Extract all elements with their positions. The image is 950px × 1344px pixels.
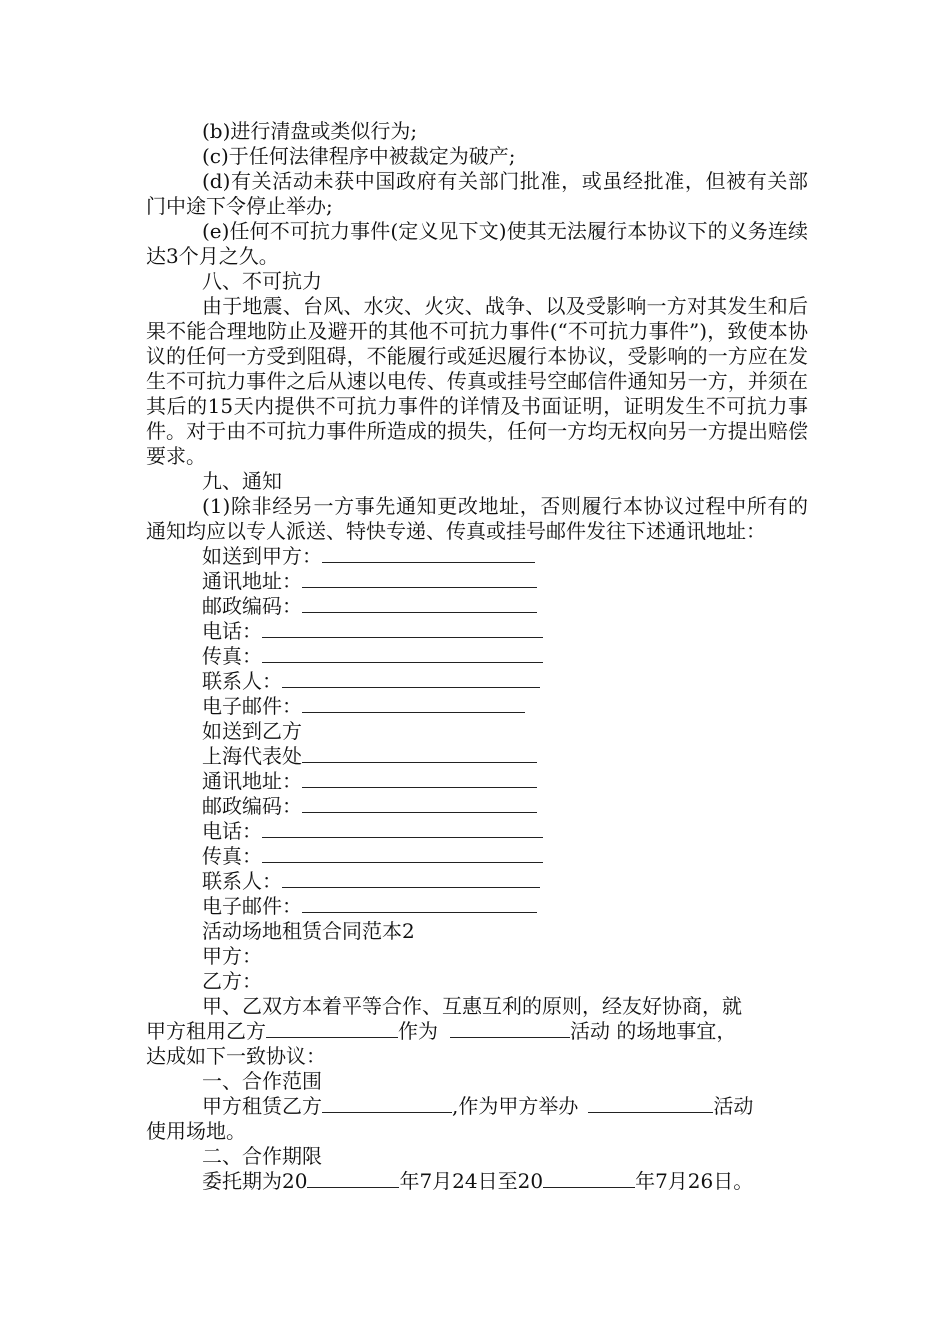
party-b-contact-field: 联系人： xyxy=(146,869,808,894)
heading-scope: 一、合作范围 xyxy=(202,1069,322,1093)
scope-line-1: 甲方租赁乙方 ,作为甲方举办 活动 xyxy=(202,1094,754,1118)
party-a-email-field: 电子邮件： xyxy=(146,694,808,719)
party-a-to-field: 如送到甲方： xyxy=(146,544,808,569)
party-a-fax-field: 传真： xyxy=(146,644,808,669)
party-b-label: 乙方： xyxy=(202,969,262,993)
party-a-contact-field: 联系人： xyxy=(146,669,808,694)
notice-paragraph: (1)除非经另一方事先通知更改地址，否则履行本协议过程中所有的通知均应以专人派送、特快专递、传真或挂号邮件发往下述通讯地址： xyxy=(146,494,808,543)
party-a-label: 甲方： xyxy=(202,944,262,968)
intro-line-1: 甲、乙双方本着平等合作、互惠互利的原则，经友好协商，就 xyxy=(202,994,742,1018)
party-b-address-field: 通讯地址： xyxy=(146,769,808,794)
party-a-phone-field: 电话： xyxy=(146,619,808,644)
document-page xyxy=(146,119,808,1194)
party-b-office-field: 上海代表处 xyxy=(146,744,808,769)
force-majeure-paragraph: 由于地震、台风、水灾、火灾、战争、以及受影响一方对其发生和后果不能合理地防止及避开的其他不可抗力事件(“不可抗力事件”)，致使本协议的任何一方受到阻碍，不能履行或延迟履行本协议，受影响的一方应在发生不可抗力事件之后从速以电传、传真或挂号空邮信件通知另一方，并须在其后的15天内提供不可抗力事件的详情及书面证明，证明发生不可抗力事件。对于由不可抗力事件所造成的损失，任何一方均无权向另一方提出赔偿要求。 xyxy=(146,294,808,468)
party-b-fax-field: 传真： xyxy=(146,844,808,869)
intro-line-3: 达成如下一致协议： xyxy=(146,1044,326,1068)
party-b-to-label: 如送到乙方 xyxy=(202,719,302,743)
party-b-zip-field: 邮政编码： xyxy=(146,794,808,819)
clause-b: (b)进行清盘或类似行为; xyxy=(202,119,418,143)
contract-title-2: 活动场地租赁合同范本2 xyxy=(202,919,415,943)
heading-notice: 九、通知 xyxy=(202,469,282,493)
scope-line-2: 使用场地。 xyxy=(146,1119,246,1143)
intro-line-2: 甲方租用乙方 作为 活动 的场地事宜， xyxy=(146,1019,737,1043)
party-a-address-field: 通讯地址： xyxy=(146,569,808,594)
party-a-zip-field: 邮政编码： xyxy=(146,594,808,619)
heading-force-majeure: 八、不可抗力 xyxy=(202,269,322,293)
heading-term: 二、合作期限 xyxy=(202,1144,322,1168)
clause-c: (c)于任何法律程序中被裁定为破产; xyxy=(202,144,516,168)
party-b-email-field: 电子邮件： xyxy=(146,894,808,919)
party-b-phone-field: 电话： xyxy=(146,819,808,844)
clause-e: (e)任何不可抗力事件(定义见下文)使其无法履行本协议下的义务连续达3个月之久。 xyxy=(146,219,808,268)
term-line: 委托期为20 年7月24日至20 年7月26日。 xyxy=(202,1169,754,1193)
clause-d: (d)有关活动未获中国政府有关部门批准，或虽经批准，但被有关部门中途下令停止举办; xyxy=(146,169,808,218)
